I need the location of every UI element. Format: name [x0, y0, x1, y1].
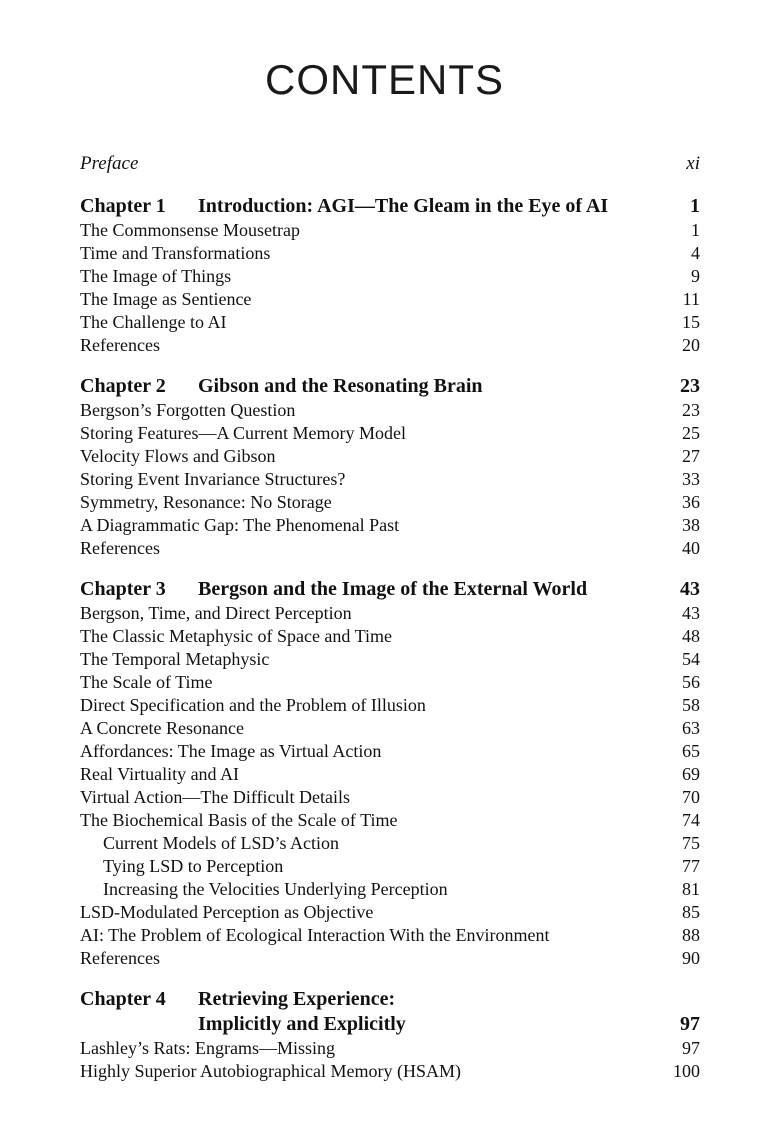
toc-entry[interactable] — [80, 717, 700, 740]
toc-entry[interactable] — [80, 648, 700, 671]
toc-preface[interactable] — [80, 150, 700, 178]
toc-entry-title: Direct Specification and the Problem of Illusion — [80, 695, 426, 715]
toc-entry-title: Real Virtuality and AI — [80, 764, 240, 784]
chapter-heading[interactable] — [80, 577, 700, 602]
toc-entry[interactable] — [80, 537, 700, 560]
toc-entry-title: Increasing the Velocities Underlying Perception — [103, 879, 448, 899]
toc-page-number: 27 — [682, 446, 700, 466]
toc-entry[interactable] — [80, 514, 700, 537]
chapter-number: Chapter 4 — [80, 988, 166, 1010]
toc-page-number: 97 — [680, 1013, 700, 1035]
toc-page-number: 11 — [682, 289, 700, 309]
toc-entry[interactable] — [80, 219, 700, 242]
toc-page-number: 23 — [682, 400, 700, 420]
toc-entry[interactable] — [80, 625, 700, 648]
chapter-heading[interactable] — [80, 374, 700, 399]
toc-page-number: 56 — [682, 672, 700, 692]
toc-entry[interactable] — [80, 1060, 700, 1083]
toc-entry[interactable] — [80, 445, 700, 468]
toc-entry[interactable] — [80, 740, 700, 763]
toc-entry-title: The Biochemical Basis of the Scale of Time — [80, 810, 398, 830]
toc-page-number: 97 — [682, 1038, 700, 1058]
chapter-title: Retrieving Experience: — [198, 988, 396, 1010]
toc-page-number: 43 — [682, 603, 700, 623]
toc-page-number: 69 — [682, 764, 700, 784]
toc-page-number: 74 — [682, 810, 700, 830]
toc-page-number: 100 — [673, 1061, 700, 1081]
toc-entry[interactable] — [80, 265, 700, 288]
chapter-number: Chapter 1 — [80, 195, 166, 217]
toc-entry-title: Lashley’s Rats: Engrams—Missing — [80, 1038, 335, 1058]
toc-entry-title: The Commonsense Mousetrap — [80, 220, 300, 240]
toc-page-number: 4 — [691, 243, 700, 263]
chapter-number: Chapter 3 — [80, 578, 166, 600]
toc-entry-title: LSD-Modulated Perception as Objective — [80, 902, 374, 922]
toc-page-number: 43 — [680, 578, 700, 600]
toc-entry[interactable] — [80, 422, 700, 445]
toc-page-number: 9 — [691, 266, 700, 286]
toc-page-number: 75 — [682, 833, 700, 853]
toc-entry-title: Affordances: The Image as Virtual Action — [80, 741, 382, 761]
toc-entry-title: Preface — [80, 153, 139, 174]
chapter-heading[interactable] — [80, 194, 700, 219]
toc-entry[interactable] — [80, 901, 700, 924]
toc-page-number: 25 — [682, 423, 700, 443]
chapter-heading[interactable] — [80, 987, 700, 1012]
toc-entry-title: A Concrete Resonance — [80, 718, 244, 738]
toc-page-number: 33 — [682, 469, 700, 489]
toc-entry-title: A Diagrammatic Gap: The Phenomenal Past — [80, 515, 400, 535]
toc-entry-title: Bergson’s Forgotten Question — [80, 400, 296, 420]
toc-entry[interactable] — [80, 947, 700, 970]
toc-page-number: 23 — [680, 375, 700, 397]
toc-entry[interactable] — [80, 311, 700, 334]
chapter-number: Chapter 2 — [80, 375, 166, 397]
toc-page-number: 40 — [682, 538, 700, 558]
toc-entry-title: Symmetry, Resonance: No Storage — [80, 492, 332, 512]
toc-page-number: 15 — [682, 312, 700, 332]
toc-entry[interactable] — [80, 468, 700, 491]
toc-entry-title: Tying LSD to Perception — [103, 856, 284, 876]
toc-entry-title: Current Models of LSD’s Action — [103, 833, 339, 853]
toc-page-number: 88 — [682, 925, 700, 945]
chapter-heading-continued[interactable] — [80, 1012, 700, 1037]
toc-page-number: 90 — [682, 948, 700, 968]
chapter-title: Introduction: AGI—The Gleam in the Eye of AI — [198, 195, 609, 217]
toc-entry-title: Velocity Flows and Gibson — [80, 446, 276, 466]
toc-page-number: 54 — [682, 649, 700, 669]
toc-subentry[interactable] — [80, 855, 700, 878]
toc-entry-title: The Temporal Metaphysic — [80, 649, 270, 669]
toc-entry-title: The Classic Metaphysic of Space and Time — [80, 626, 392, 646]
toc-page-number: 65 — [682, 741, 700, 761]
toc-entry-title: Time and Transformations — [80, 243, 271, 263]
toc-page-number: 1 — [690, 195, 700, 217]
toc-entry-title: References — [80, 335, 160, 355]
toc-page-number: xi — [686, 153, 700, 174]
table-of-contents — [80, 150, 700, 1083]
toc-entry-title: References — [80, 538, 160, 558]
toc-entry[interactable] — [80, 491, 700, 514]
toc-entry[interactable] — [80, 671, 700, 694]
toc-entry-title: The Challenge to AI — [80, 312, 227, 332]
toc-entry[interactable] — [80, 602, 700, 625]
toc-entry-title: The Image of Things — [80, 266, 232, 286]
toc-subentry[interactable] — [80, 832, 700, 855]
toc-entry-title: The Scale of Time — [80, 672, 213, 692]
toc-page-number: 63 — [682, 718, 700, 738]
toc-page-number: 1 — [691, 220, 700, 240]
toc-entry[interactable] — [80, 1037, 700, 1060]
toc-entry[interactable] — [80, 288, 700, 311]
toc-entry[interactable] — [80, 694, 700, 717]
toc-entry[interactable] — [80, 763, 700, 786]
toc-entry[interactable] — [80, 924, 700, 947]
toc-page-number: 77 — [682, 856, 700, 876]
chapter-title: Implicitly and Explicitly — [198, 1013, 406, 1035]
toc-entry-title: The Image as Sentience — [80, 289, 252, 309]
toc-entry-title: References — [80, 948, 160, 968]
toc-entry-title: Highly Superior Autobiographical Memory (HSAM) — [80, 1061, 461, 1081]
toc-page-number: 20 — [682, 335, 700, 355]
toc-page-number: 81 — [682, 879, 700, 899]
toc-page-number: 36 — [682, 492, 700, 512]
toc-entry-title: Storing Event Invariance Structures? — [80, 469, 346, 489]
toc-page-number: 38 — [682, 515, 700, 535]
page-title: CONTENTS — [265, 56, 504, 104]
toc-entry-title: Virtual Action—The Difficult Details — [80, 787, 351, 807]
toc-entry[interactable] — [80, 334, 700, 357]
chapter-title: Gibson and the Resonating Brain — [198, 375, 483, 397]
toc-entry[interactable] — [80, 242, 700, 265]
toc-page-number: 70 — [682, 787, 700, 807]
toc-page-number: 85 — [682, 902, 700, 922]
toc-entry-title: Storing Features—A Current Memory Model — [80, 423, 406, 443]
toc-subentry[interactable] — [80, 878, 700, 901]
toc-page-number: 58 — [682, 695, 700, 715]
toc-entry-title: AI: The Problem of Ecological Interaction With the Environment — [80, 925, 550, 945]
toc-entry-title: Bergson, Time, and Direct Perception — [80, 603, 352, 623]
toc-entry[interactable] — [80, 786, 700, 809]
toc-page-number: 48 — [682, 626, 700, 646]
toc-entry[interactable] — [80, 399, 700, 422]
toc-entry[interactable] — [80, 809, 700, 832]
chapter-title: Bergson and the Image of the External World — [198, 578, 588, 600]
